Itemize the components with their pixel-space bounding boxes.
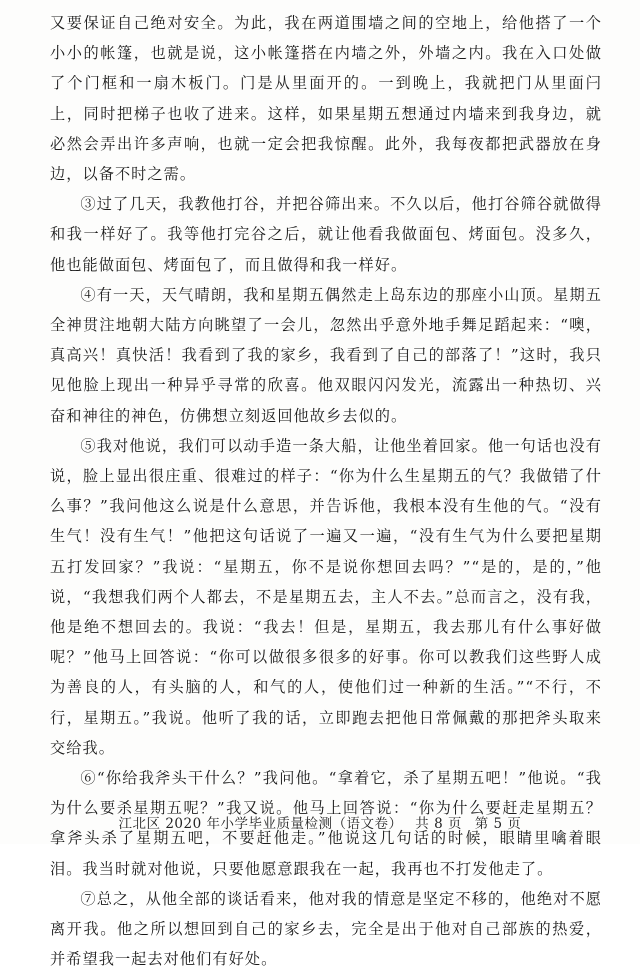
paragraph-7: ⑦总之，从他全部的谈话看来，他对我的情意是坚定不移的，他绝对不愿离开我。他之所以想回到自己的家乡去，完全是出于他对自己部族的热爱，并希望我一起去对他们有好处。 [50,889,602,969]
total-pages: 共 8 页 [415,816,462,832]
paragraph-4: ④有一天，天气晴朗，我和星期五偶然走上岛东边的那座小山顶。星期五全神贯注地朝大陆方向眺望了一会儿，忽然出乎意外地手舞足蹈起来：“噢，真高兴！真快活！我看到了我的家乡，我看到了自己的部落了！”这时，我只见他脸上现出一种异乎寻常的欣喜。他双眼闪闪发光，流露出一种热切、兴奋和神往的神色，仿佛想立刻返回他故乡去似的。 [50,285,602,425]
paragraph-5: ⑤我对他说，我们可以动手造一条大船，让他坐着回家。他一句话也没有说，脸上显出很庄重、很难过的样子：“你为什么生星期五的气？我做错了什么事？”我问他这么说是什么意思，并告诉他，我根本没有生他的气。“没有生气！没有生气！”他把这句话说了一遍又一遍，“没有生气为什么要把星期五打发回家？”我说：“星期五，你不是说你想回去吗？”“是的，是的，”他说，“我想我们两个人都去，不是星期五去，主人不去。”总而言之，没有我，他是绝不想回去的。我说：“我去！但是，星期五，我去那儿有什么事好做呢？”他马上回答说：“你可以做很多很多的好事。你可以教我们这些野人成为善良的人，有头脑的人，和气的人，使他们过一种新的生活。”“不行，不行，星期五。”我说。他听了我的话，立即跑去把他日常佩戴的那把斧头取来交给我。 [50,436,602,757]
paragraph-3: ③过了几天，我教他打谷，并把谷筛出来。不久以后，他打谷筛谷就做得和我一样好了。我等他打完谷之后，就让他看我做面包、烤面包。没多久，他也能做面包、烤面包了，而且做得和我一样好。 [50,195,602,274]
paragraph-continued: 又要保证自己绝对安全。为此，我在两道围墙之间的空地上，给他搭了一个小小的帐篷，也就是说，这小帐篷搭在内墙之外，外墙之内。我在入口处做了个门框和一扇木板门。门是从里面开的。一到晚上，我就把门从里面闩上，同时把梯子也收了进来。这样，如果星期五想通过内墙来到我身边，就必然会弄出许多声响，也就一定会把我惊醒。此外，我每夜都把武器放在身边，以备不时之需。 [50,14,602,184]
page-footer [0,812,640,832]
exam-title: 江北区 2020 年小学毕业质量检测（语文卷） [118,816,403,832]
page-number: 第 5 页 [474,816,522,832]
paragraph-6: ⑥“你给我斧头干什么？”我问他。“拿着它，杀了星期五吧！”他说。“我为什么要杀星期五呢？”我又说。他马上回答说：“你为什么要赶走星期五？拿斧头杀了星期五吧，不要赶他走。”他说这几句话的时候，眼睛里噙着眼泪。我当时就对他说，只要他愿意跟我在一起，我再也不打发他走了。 [50,769,602,878]
